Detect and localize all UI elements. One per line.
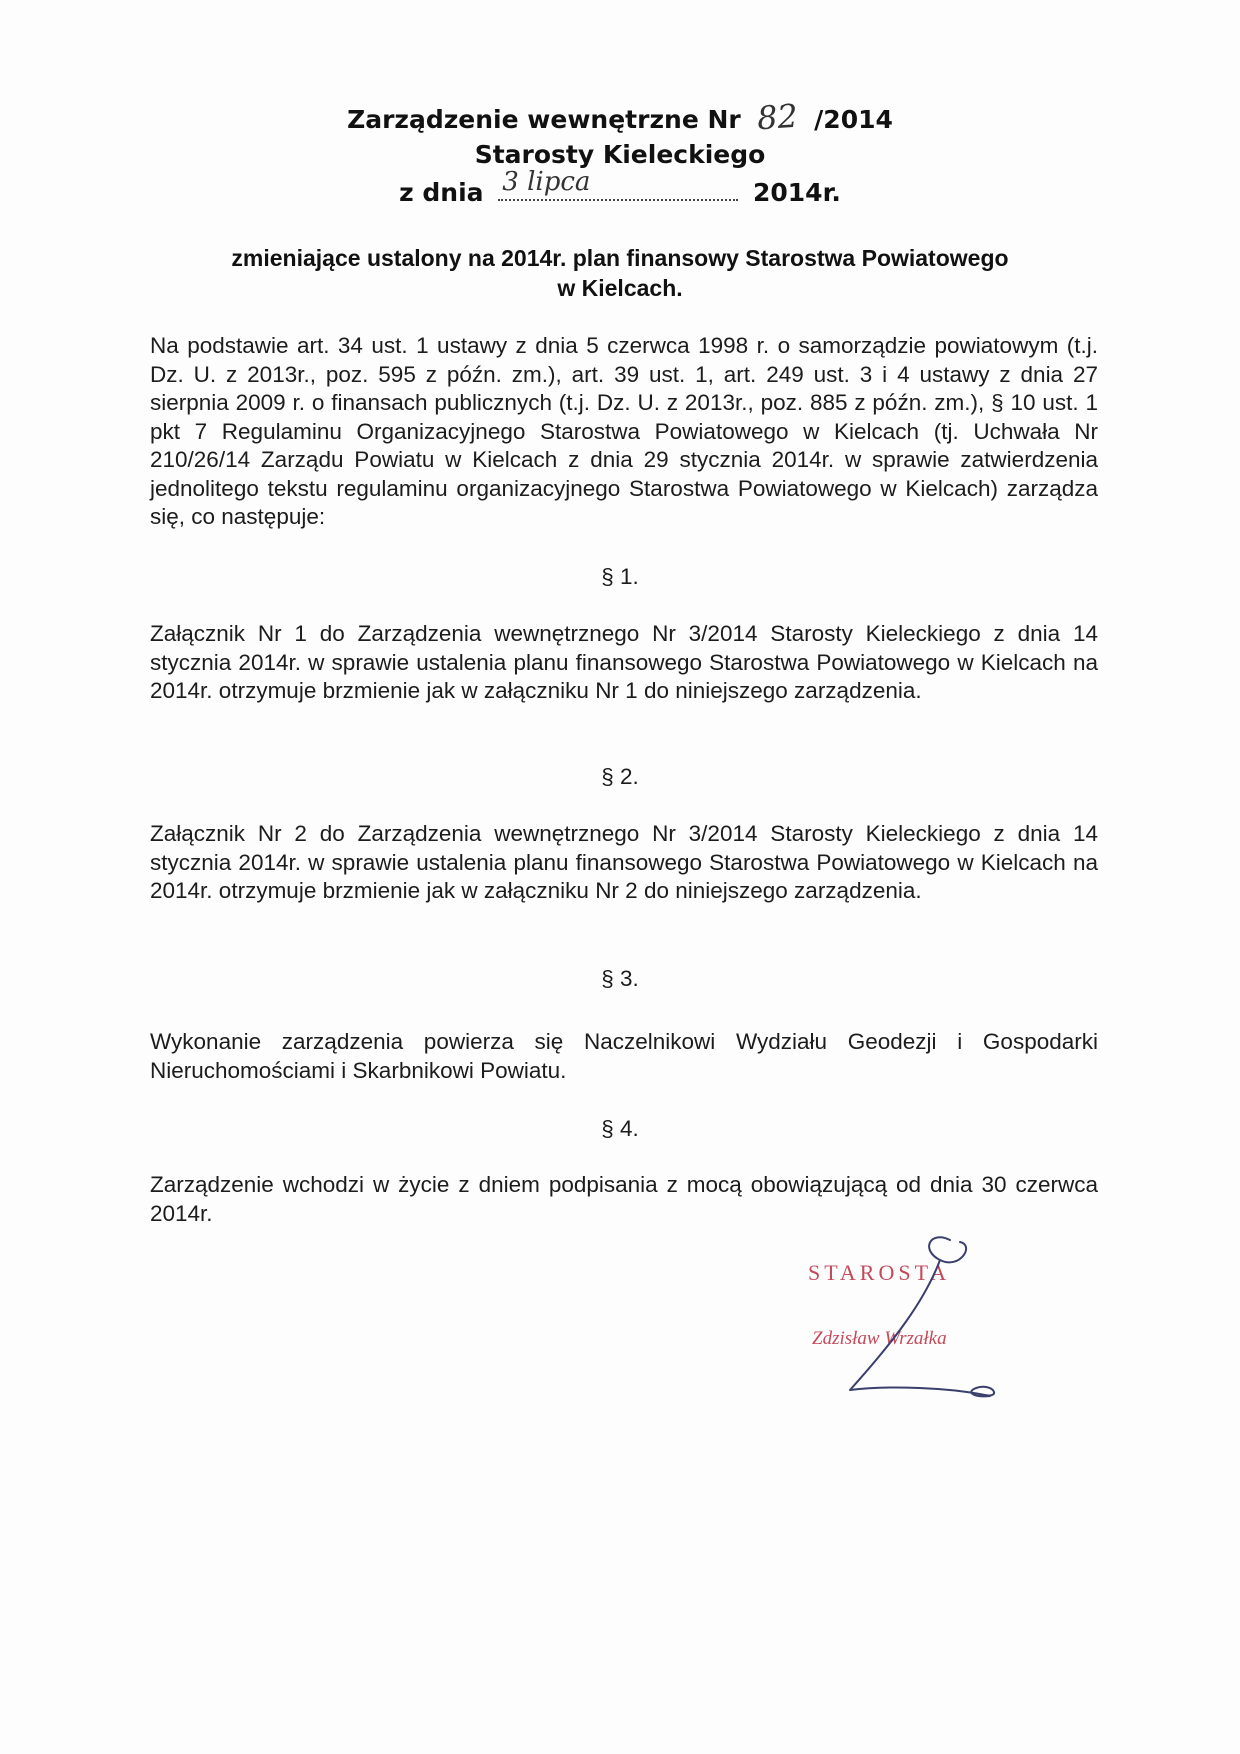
handwritten-number: 82 — [756, 96, 800, 138]
stamp-name: Zdzisław Wrzałka — [812, 1328, 947, 1349]
section-2-heading: § 2. — [601, 764, 639, 789]
preamble-paragraph: Na podstawie art. 34 ust. 1 ustawy z dnia 5 czerwca 1998 r. o samorządzie powiatowym (t.j. Dz. U. z 2013r., poz. 595 z późn. zm.), art. 39 ust. 1, art. 249 ust. 3 i 4 ustawy z dnia 27 sierpnia 2009 r. o finansach publicznych (t.j. Dz. U. z 2013r., poz. 885 z późn. zm.), § 10 ust. 1 pkt 7 Regulaminu Organizacyjnego Starostwa Powiatowego w Kielcach (tj. Uchwała Nr 210/26/14 Zarządu Powiatu w Kielcach z dnia 29 stycznia 2014r. w sprawie zatwierdzenia jednolitego tekstu regulaminu organizacyjnego Starostwa Powiatowego w Kielcach) zarządza się, co następuje: — [150, 333, 1098, 529]
document-date — [0, 167, 1240, 212]
section-3-text: Wykonanie zarządzenia powierza się Naczelnikowi Wydziału Geodezji i Gospodarki Nieruchomościami i Skarbnikowi Powiatu. — [150, 1029, 1098, 1083]
document-issuer: Starosty Kieleckiego — [474, 140, 766, 169]
section-1-heading: § 1. — [601, 564, 639, 589]
date-prefix: z dnia — [399, 178, 484, 207]
section-2-text: Załącznik Nr 2 do Zarządzenia wewnętrznego Nr 3/2014 Starosty Kieleckiego z dnia 14 stycznia 2014r. w sprawie ustalenia planu finansowego Starostwa Powiatowego w Kielcach na 2014r. otrzymuje brzmienie jak w załączniku Nr 2 do niniejszego zarządzenia. — [150, 821, 1098, 903]
subtitle-line-1: zmieniające ustalony na 2014r. plan finansowy Starostwa Powiatowego — [231, 245, 1009, 271]
section-1-text: Załącznik Nr 1 do Zarządzenia wewnętrznego Nr 3/2014 Starosty Kieleckiego z dnia 14 stycznia 2014r. w sprawie ustalenia planu finansowego Starostwa Powiatowego w Kielcach na 2014r. otrzymuje brzmienie jak w załączniku Nr 1 do niniejszego zarządzenia. — [150, 621, 1098, 703]
document-subtitle — [160, 243, 1080, 303]
date-fill-line — [498, 167, 738, 201]
title-suffix: /2014 — [814, 105, 893, 134]
section-3-heading: § 3. — [601, 966, 639, 991]
title-prefix: Zarządzenie wewnętrzne Nr — [347, 105, 741, 134]
date-suffix: 2014r. — [752, 178, 841, 207]
stamp-title: STAROSTA — [808, 1260, 951, 1285]
section-4-text: Zarządzenie wchodzi w życie z dniem podpisania z mocą obowiązującą od dnia 30 czerwca 2014r. — [150, 1172, 1098, 1226]
document-title — [0, 98, 1240, 139]
subtitle-line-2: w Kielcach. — [557, 275, 683, 301]
section-4-heading: § 4. — [601, 1116, 639, 1141]
official-stamp — [800, 1220, 1020, 1400]
handwritten-signature — [800, 1220, 1020, 1400]
handwritten-date: 3 lipca — [502, 167, 591, 197]
